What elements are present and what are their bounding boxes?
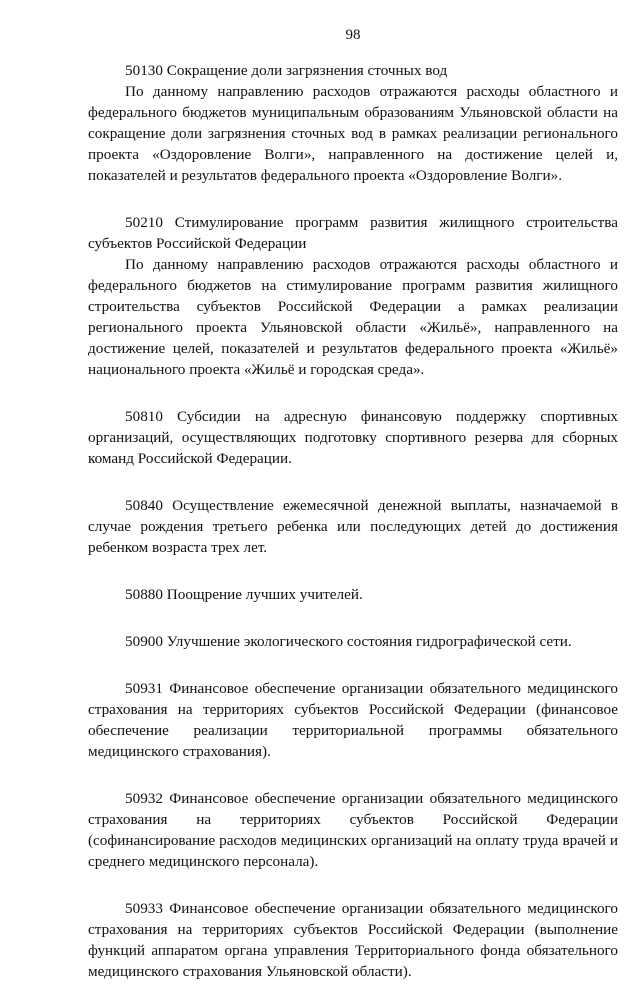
section-50931 [88,678,618,762]
section-50900 [88,631,618,652]
section-heading: 50900 Улучшение экологического состояния гидрографической сети. [125,633,572,650]
section-50210 [88,212,618,380]
section-heading: 50933 Финансовое обеспечение организации обязательного медицинского страхования на территориях субъектов Российской Федерации (выполнение функций аппаратом органа управления Территориального фонда обязательного медицинского страхования Ульяновской области). [88,900,618,980]
document-content [88,60,618,1008]
section-heading: 50130 Сокращение доли загрязнения сточных вод [125,62,448,79]
section-50810 [88,406,618,469]
section-heading: 50210 Стимулирование программ развития жилищного строительства субъектов Российской Федерации [88,214,618,252]
page-number: 98 [345,27,361,43]
section-50130 [88,60,618,186]
section-heading: 50931 Финансовое обеспечение организации обязательного медицинского страхования на территориях субъектов Российской Федерации (финансовое обеспечение реализации территориальной программы обязательного медицинского страхования). [88,680,618,760]
section-heading: 50840 Осуществление ежемесячной денежной выплаты, назначаемой в случае рождения третьего ребенка или последующих детей до достижения ребенком возраста трех лет. [88,497,618,556]
section-50933 [88,898,618,982]
section-heading: 50810 Субсидии на адресную финансовую поддержку спортивных организаций, осуществляющих подготовку спортивного резерва для сборных команд Российской Федерации. [88,408,618,467]
section-body: По данному направлению расходов отражаются расходы областного и федерального бюджетов на стимулирование программ развития жилищного строительства субъектов Российской Федерации а рамках реализации регионального проекта Ульяновской области «Жильё», направленного на достижение целей, показателей и результатов федерального проекта «Жильё» национального проекта «Жильё и городская среда». [88,256,618,378]
document-page [88,0,618,980]
section-50932 [88,788,618,872]
section-50840 [88,495,618,558]
section-heading: 50880 Поощрение лучших учителей. [125,586,363,603]
section-50880 [88,584,618,605]
section-heading: 50932 Финансовое обеспечение организации обязательного медицинского страхования на территориях субъектов Российской Федерации (софинансирование расходов медицинских организаций на оплату труда врачей и среднего медицинского персонала). [88,790,618,870]
section-body: По данному направлению расходов отражаются расходы областного и федерального бюджетов муниципальным образованиям Ульяновской области на сокращение доли загрязнения сточных вод в рамках реализации регионального проекта «Оздоровление Волги», направленного на достижение целей и, показателей и результатов федерального проекта «Оздоровление Волги». [88,83,618,184]
